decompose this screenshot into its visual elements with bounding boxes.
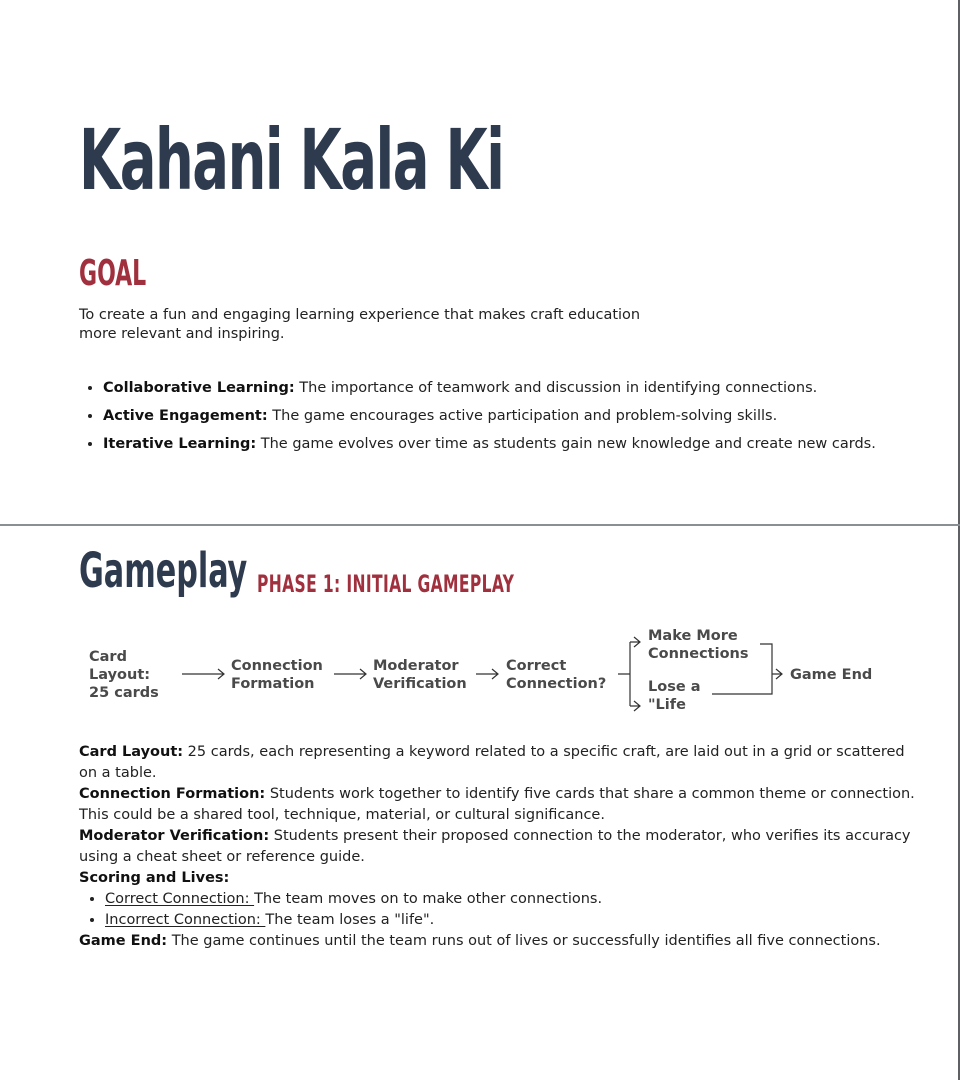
goal-point-text: The game evolves over time as students gain new knowledge and create new cards.	[256, 436, 876, 452]
detail-card-layout	[79, 742, 919, 784]
goal-point-text: The game encourages active participation and problem-solving skills.	[267, 408, 778, 424]
detail-text: 25 cards, each representing a keyword related to a specific craft, are laid out in a grid or scattered on a table.	[79, 744, 905, 781]
goal-point-text: The importance of teamwork and discussion in identifying connections.	[294, 380, 818, 396]
goal-heading: GOAL	[79, 253, 147, 294]
flow-node-moderator-verification: Moderator Verification	[373, 658, 467, 692]
detail-label: Scoring and Lives:	[79, 870, 230, 886]
scoring-item-label: Correct Connection:	[105, 891, 255, 907]
scoring-item-label: Incorrect Connection:	[105, 912, 266, 928]
goal-point-label: Iterative Learning:	[103, 436, 257, 452]
scoring-item-text: The team moves on to make other connections.	[254, 891, 603, 907]
goal-point	[103, 374, 960, 402]
flow-node-lose-life: Lose a "Life	[648, 679, 701, 713]
detail-label: Card Layout:	[79, 744, 184, 760]
flow-node-card-layout: Card Layout: 25 cards	[89, 649, 159, 701]
goal-point-label: Active Engagement:	[103, 408, 268, 424]
phase-heading: PHASE 1: INITIAL GAMEPLAY	[257, 570, 515, 598]
detail-connection-formation	[79, 784, 919, 826]
flow-arrow	[334, 669, 366, 679]
detail-game-end	[79, 931, 919, 952]
goal-description: To create a fun and engaging learning experience that makes craft education more relevant and inspiring.	[79, 307, 641, 342]
goal-point-label: Collaborative Learning:	[103, 380, 295, 396]
detail-text: The game continues until the team runs out of lives or successfully identifies all five connections.	[167, 933, 881, 949]
page-title: Kahani Kala Ki	[79, 111, 504, 209]
flow-arrow	[476, 669, 498, 679]
flow-branch	[618, 637, 640, 711]
flow-node-connection-formation: Connection Formation	[231, 658, 323, 692]
flow-node-make-more-connections: Make More Connections	[648, 628, 749, 662]
detail-text: Students work together to identify five cards that share a common theme or connection. This could be a shared tool, technique, material, or cultural significance.	[79, 786, 915, 823]
detail-label: Game End:	[79, 933, 168, 949]
flow-node-correct-connection: Correct Connection?	[506, 658, 607, 692]
goal-point	[103, 430, 960, 458]
detail-label: Connection Formation:	[79, 786, 266, 802]
detail-label: Moderator Verification:	[79, 828, 270, 844]
gameplay-details	[79, 742, 919, 952]
scoring-item-text: The team loses a "life".	[265, 912, 435, 928]
goal-point	[103, 402, 960, 430]
detail-moderator-verification	[79, 826, 919, 868]
scoring-item	[105, 889, 919, 910]
gameplay-heading: Gameplay	[79, 543, 248, 599]
flow-node-game-end: Game End	[790, 667, 873, 683]
goal-points-list	[79, 374, 960, 458]
scoring-item	[105, 910, 919, 931]
scoring-list	[79, 889, 919, 931]
detail-scoring	[79, 868, 919, 889]
flow-arrow	[182, 669, 224, 679]
section-divider	[0, 524, 960, 526]
detail-text: Students present their proposed connection to the moderator, who verifies its accuracy using a cheat sheet or reference guide.	[79, 828, 911, 865]
